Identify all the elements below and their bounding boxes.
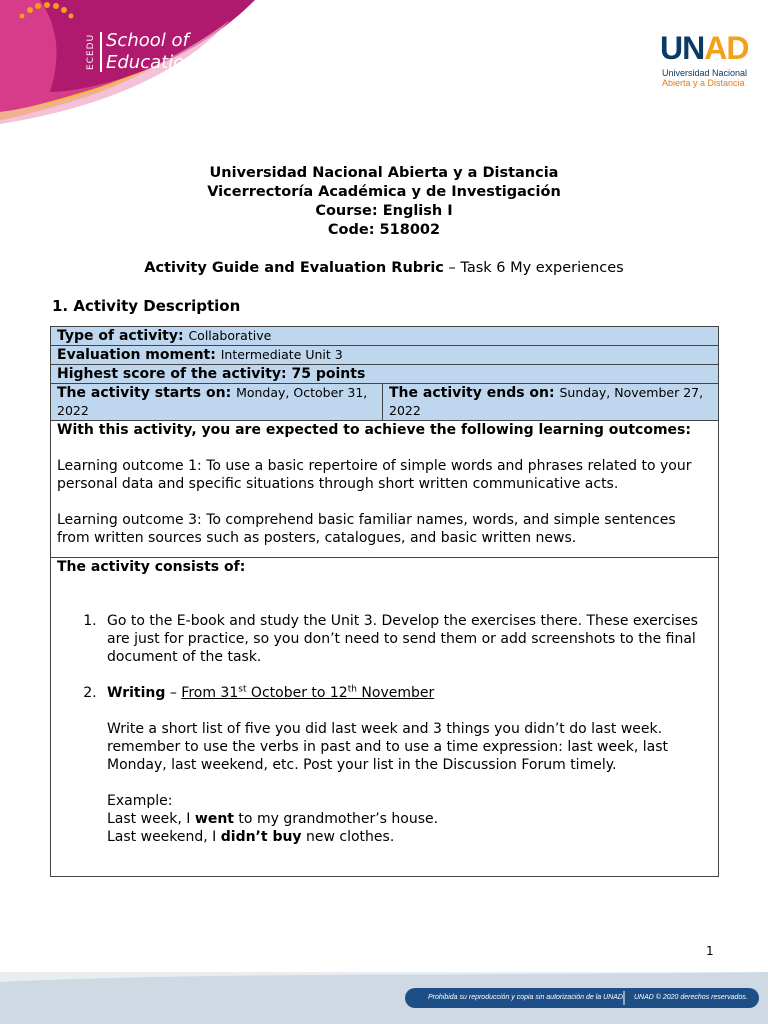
row-evaluation: Evaluation moment: Intermediate Unit 3: [51, 346, 719, 365]
end-date-cell: The activity ends on: Sunday, November 27, 2022: [383, 384, 719, 421]
school-line2: Education: [106, 52, 196, 73]
section-title: 1. Activity Description: [52, 297, 241, 315]
list-item: 1. Go to the E-book and study the Unit 3. Develop the exercises there. These exercises are just for practice, so you don’t need to send them or add screenshots to the final document of the task.: [101, 612, 712, 666]
row-consists: [51, 558, 719, 877]
outcomes-intro: With this activity, you are expected to achieve the following learning outcomes:: [57, 422, 691, 438]
example-1: Last week, I went to my grandmother’s house.: [107, 811, 439, 827]
eval-value: Intermediate Unit 3: [220, 347, 343, 362]
row-dates: [51, 384, 719, 421]
page-number: 1: [706, 944, 714, 958]
writing-dates: From 31st October to 12th November: [181, 684, 435, 701]
title-code: Code: 518002: [327, 222, 441, 238]
activity-table: [50, 326, 719, 877]
document-titles: [0, 164, 768, 240]
type-value: Collaborative: [188, 328, 272, 343]
learning-outcome-3: Learning outcome 3: To comprehend basic familiar names, words, and simple sentences from written sources such as posters, catalogues, and basic written news.: [57, 512, 676, 546]
title-vicerrectoria: Vicerrectoría Académica y de Investigación: [207, 184, 561, 200]
unad-logo: UNAD: [660, 30, 749, 66]
logo-divider: [100, 32, 102, 72]
school-line1: School of: [106, 30, 189, 51]
steps-list: [57, 612, 712, 846]
unad-dots-icon: [0, 0, 90, 70]
consists-title: The activity consists of:: [57, 559, 246, 575]
example-2: Last weekend, I didn’t buy new clothes.: [107, 829, 395, 845]
learning-outcome-1: Learning outcome 1: To use a basic repertoire of simple words and phrases related to your personal data and specific situations through short written communicative acts.: [57, 458, 692, 492]
school-of-education-logo: [106, 30, 196, 74]
start-date-cell: The activity starts on: Monday, October 31, 2022: [51, 384, 383, 421]
example-label: Example:: [107, 793, 173, 809]
list-item: 2. Writing – From 31st October to 12th November Write a short list of five you did last week and 3 things you didn’t do last week. remember to use the verbs in past and to use a time expression: last week, last Monday, last weekend, etc. Post your list in the Discussion Forum timely. Example: Last week, I went to my grandmother’s house. Last weekend, I didn’t buy new clothes.: [101, 684, 712, 846]
writing-description: Write a short list of five you did last week and 3 things you didn’t do last week. remember to use the verbs in past and to use a time expression: last week, last Monday, last weekend, etc. Post your list in the Discussion Forum timely.: [107, 721, 668, 773]
title-course: Course: English I: [315, 203, 453, 219]
footer-rights: UNAD © 2020 derechos reservados.: [634, 994, 748, 1001]
row-score: Highest score of the activity: 75 points: [51, 365, 719, 384]
row-outcomes: [51, 421, 719, 558]
unad-subtitle: Universidad Nacional Abierta y a Distancia: [662, 68, 748, 88]
header-banner: [0, 0, 768, 130]
guide-title: Activity Guide and Evaluation Rubric – Task 6 My experiences: [144, 260, 624, 276]
footer-copyright-notice: Prohibida su reproducción y copia sin autorización de la UNAD.: [428, 994, 625, 1001]
row-type: Type of activity: Collaborative: [51, 327, 719, 346]
title-university: Universidad Nacional Abierta y a Distancia: [209, 165, 559, 181]
ecedu-label: ECEDU: [86, 33, 96, 70]
